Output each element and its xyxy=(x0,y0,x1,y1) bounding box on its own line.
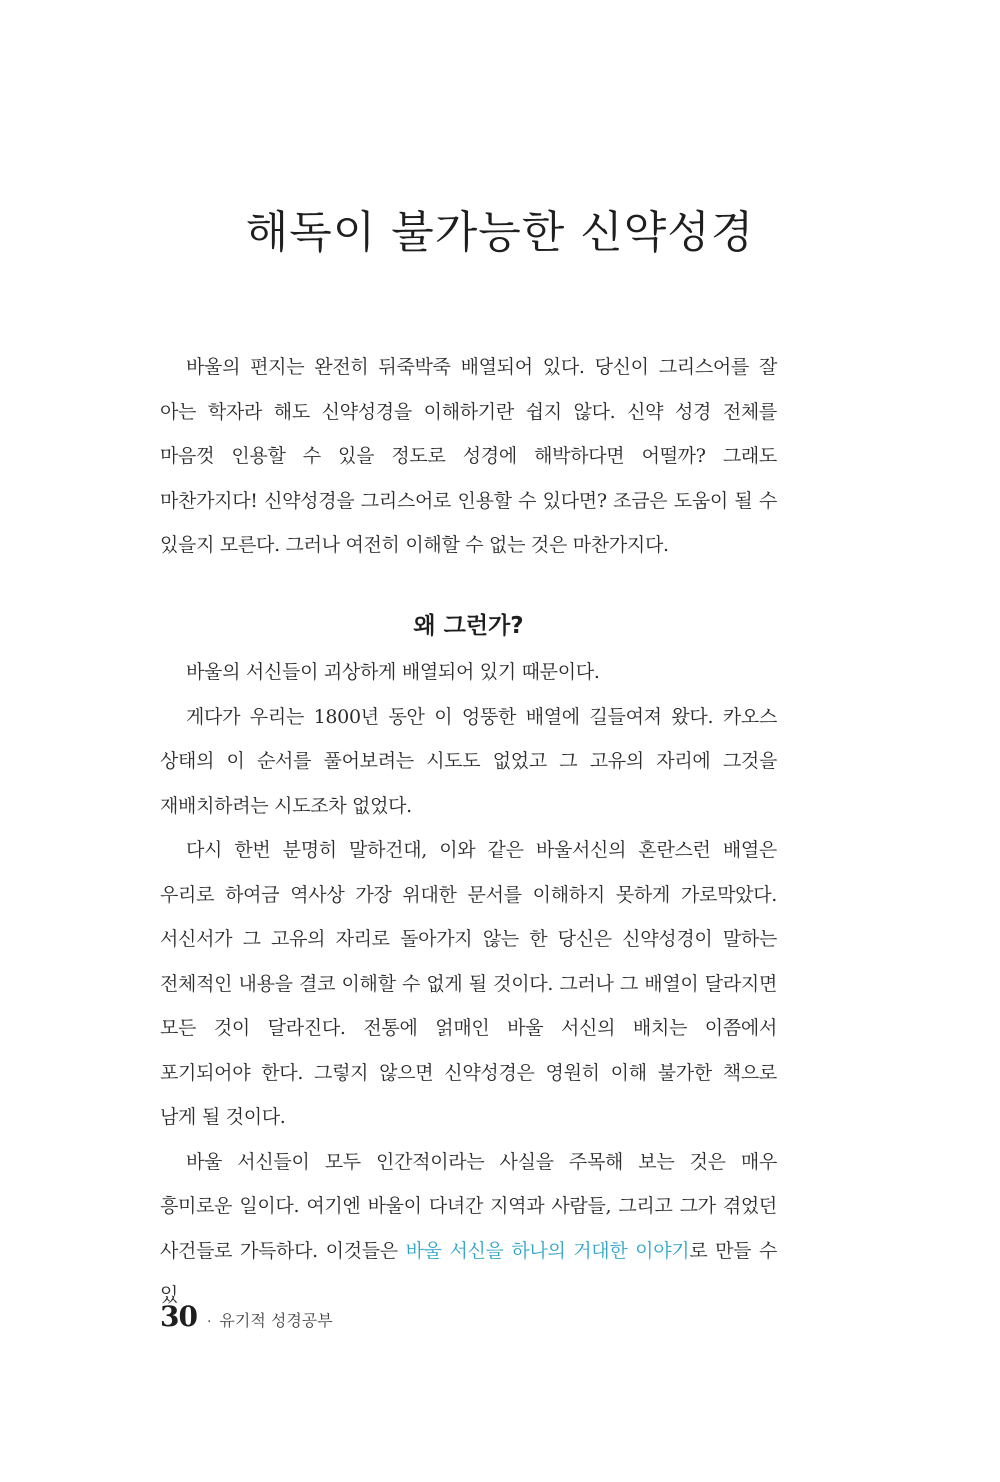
running-book-title: 유기적 성경공부 xyxy=(219,1311,333,1330)
paragraph-4-end: 로 만들 수 있 xyxy=(160,1239,778,1306)
section-heading: 왜 그런가? xyxy=(413,613,524,639)
page-number: 30 xyxy=(160,1300,197,1333)
intro-paragraph: 바울의 편지는 완전히 뒤죽박죽 배열되어 있다. 당신이 그리스어를 잘 아는 학자라 해도 신약성경을 이해하기란 쉽지 않다. 신약 성경 전체를 마음껏 인용할 수 있을 정도로 성경에 해박하다면 어떨까? 그래도 마찬가지다! 신약성경을 그리스어로 인용할 수 있다면? 조금은 도움이 될 수 있을지 모른다. 그러나 여전히 이해할 수 없는 것은 마찬가지다. xyxy=(160,356,777,556)
page-footer xyxy=(160,1300,333,1333)
highlighted-phrase: 바울 서신을 하나의 거대한 이야기 xyxy=(405,1239,690,1262)
body-paragraph-2: 게다가 우리는 1800년 동안 이 엉뚱한 배열에 길들여져 왔다. 카오스 상태의 이 순서를 풀어보려는 시도도 없었고 그 고유의 자리에 그것을 재배치하려는 시도조차 없었다. xyxy=(160,705,777,817)
intro-text-block xyxy=(160,345,777,568)
page-title: 해독이 불가능한 신약성경 xyxy=(245,207,755,258)
main-text-block xyxy=(160,650,777,1318)
body-paragraph-3: 다시 한번 분명히 말하건대, 이와 같은 바울서신의 혼란스런 배열은 우리로 하여금 역사상 가장 위대한 문서를 이해하지 못하게 가로막았다. 서신서가 그 고유의 자리로 돌아가지 않는 한 당신은 신약성경이 말하는 전체적인 내용을 결코 이해할 수 없게 될 것이다. 그러나 그 배열이 달라지면 모든 것이 달라진다. 전통에 얽매인 바울 서신의 배치는 이쯤에서 포기되어야 한다. 그렇지 않으면 신약성경은 영원히 이해 불가한 책으로 남게 될 것이다. xyxy=(160,839,777,1128)
paragraph-4-start: 바울 서신들이 모두 인간적이라는 사실을 주목해 보는 것은 매우 흥미로운 일이다. 여기엔 바울이 다녀간 지역과 사람들, 그리고 그가 겪었던 사건들로 가득하다. 이것들은 xyxy=(160,1150,777,1262)
body-paragraph-1: 바울의 서신들이 괴상하게 배열되어 있기 때문이다. xyxy=(186,661,600,683)
body-paragraph-4 xyxy=(160,1140,777,1318)
footer-separator: · xyxy=(206,1314,212,1330)
